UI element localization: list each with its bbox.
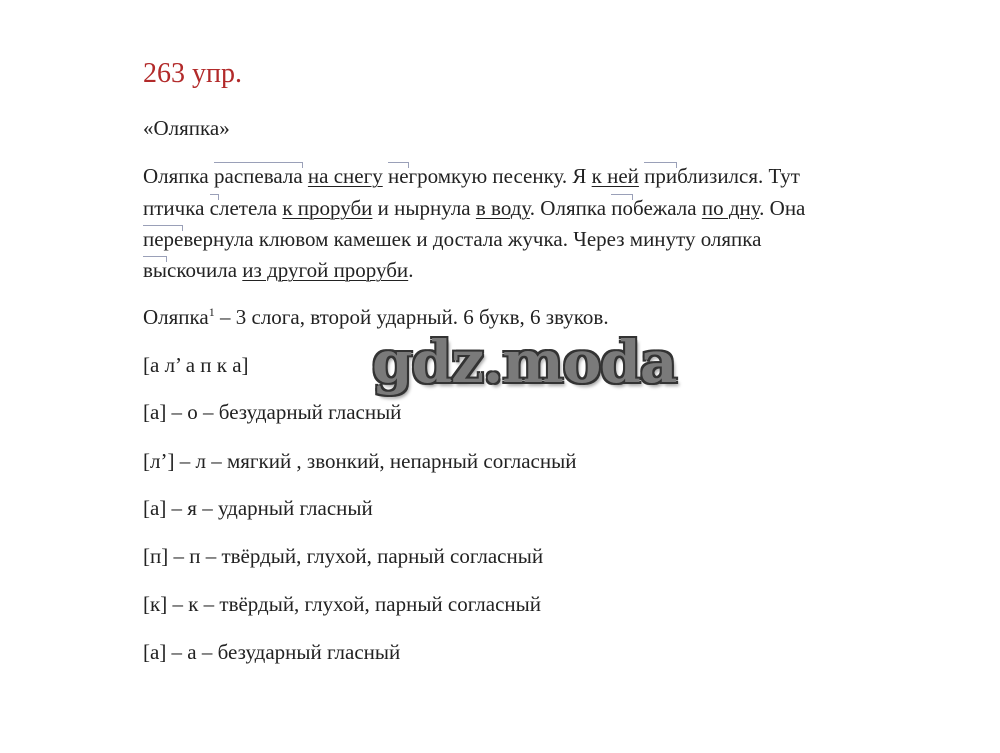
story-text-segment: Оляпка bbox=[143, 164, 214, 188]
story-text-segment: летела bbox=[219, 196, 283, 220]
story-title: «Оляпка» bbox=[143, 116, 230, 140]
story-text-segment: громкую песенку. Я bbox=[408, 164, 592, 188]
watermark-logo: gdz.moda bbox=[372, 328, 677, 396]
story-line bbox=[143, 256, 413, 284]
prefix-marked: пере bbox=[143, 227, 184, 251]
story-text-segment: . Оляпка bbox=[529, 196, 612, 220]
sound-row: [а] – о – безударный гласный bbox=[143, 400, 402, 424]
prefix-marked: вы bbox=[143, 258, 168, 282]
story-text-segment: бежала bbox=[633, 196, 702, 220]
story-line bbox=[143, 194, 805, 222]
transcription: [а л’ а п к а] bbox=[143, 353, 249, 377]
sound-row: [п] – п – твёрдый, глухой, парный согласный bbox=[143, 544, 544, 568]
sound-row: [к] – к – твёрдый, глухой, парный согласный bbox=[143, 592, 541, 616]
underlined-phrase: к проруби bbox=[282, 196, 373, 220]
prefix-marked: при bbox=[644, 164, 678, 188]
story-line bbox=[143, 225, 762, 253]
story-text-segment: вернула клювом камешек и достала жучка. Через минуту оляпка bbox=[183, 227, 762, 251]
analyzed-word: Оляпка bbox=[143, 305, 209, 329]
prefix-marked: не bbox=[387, 164, 409, 188]
word-analysis-summary bbox=[143, 303, 609, 331]
underlined-phrase: к ней bbox=[591, 164, 639, 188]
underlined-phrase: из другой проруби bbox=[242, 258, 409, 282]
story-text-segment: птичка bbox=[143, 196, 210, 220]
syllable-mark: 1 bbox=[208, 305, 215, 319]
story-text-segment: близился. Тут bbox=[677, 164, 800, 188]
exercise-number: 263 упр. bbox=[143, 58, 242, 89]
underlined-phrase: по дну bbox=[701, 196, 760, 220]
prefix-marked: по bbox=[611, 196, 634, 220]
story-text-segment: . Она bbox=[759, 196, 806, 220]
sound-row: [л’] – л – мягкий , звонкий, непарный согласный bbox=[143, 449, 577, 473]
sound-row: [а] – а – безударный гласный bbox=[143, 640, 401, 664]
prefix-marked: с bbox=[209, 196, 219, 220]
story-text-segment: и нырнула bbox=[372, 196, 476, 220]
sound-row: [а] – я – ударный гласный bbox=[143, 496, 373, 520]
prefix-marked: распевала bbox=[214, 164, 303, 188]
underlined-phrase: на снегу bbox=[307, 164, 383, 188]
underlined-phrase: в воду bbox=[475, 196, 530, 220]
story-text-segment: . bbox=[408, 258, 414, 282]
story-text-segment: скочила bbox=[167, 258, 243, 282]
analysis-summary: – 3 слога, второй ударный. 6 букв, 6 звуков. bbox=[214, 305, 609, 329]
story-line bbox=[143, 162, 800, 190]
